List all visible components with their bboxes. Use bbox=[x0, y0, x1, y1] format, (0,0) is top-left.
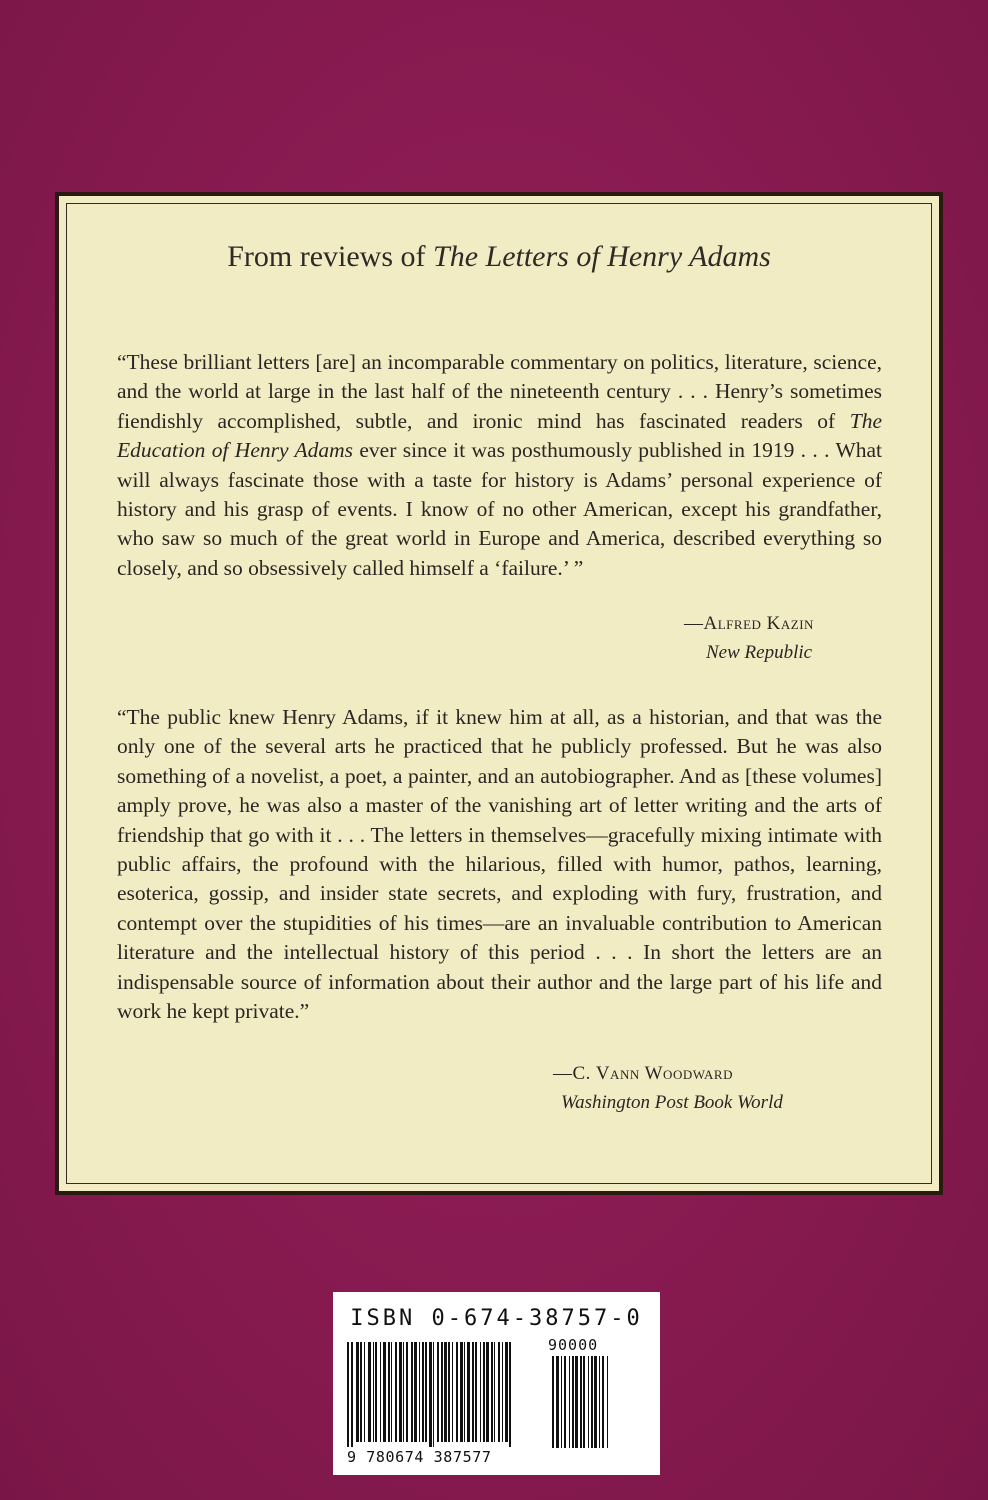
barcode-bar bbox=[425, 1342, 427, 1442]
barcode-bar bbox=[498, 1342, 500, 1442]
barcode-bar bbox=[467, 1342, 470, 1442]
barcode-bar bbox=[575, 1356, 578, 1448]
barcode-bar bbox=[388, 1342, 390, 1442]
barcode-bar bbox=[494, 1342, 495, 1442]
barcode-bar bbox=[475, 1342, 477, 1442]
barcode-bar bbox=[380, 1342, 381, 1442]
barcode-bar bbox=[437, 1342, 439, 1442]
barcode-bar bbox=[491, 1342, 493, 1442]
heading-book-title: The Letters of Henry Adams bbox=[433, 240, 771, 273]
barcode-bar bbox=[383, 1342, 386, 1442]
barcode-bar bbox=[441, 1342, 443, 1442]
barcode-bar bbox=[588, 1356, 589, 1448]
barcode-bar bbox=[505, 1342, 508, 1442]
barcode-bar bbox=[368, 1342, 371, 1442]
barcode-bar bbox=[483, 1342, 485, 1442]
barcode-bar bbox=[486, 1342, 489, 1442]
barcode-bar bbox=[403, 1342, 404, 1442]
barcode-bar bbox=[373, 1342, 374, 1442]
barcode-bar bbox=[414, 1342, 417, 1442]
barcode-bar bbox=[429, 1342, 432, 1447]
barcode-bar bbox=[564, 1356, 566, 1448]
review-publication-2: Washington Post Book World bbox=[561, 1092, 783, 1113]
review-attribution-2 bbox=[553, 1059, 783, 1117]
barcode-bar bbox=[480, 1342, 481, 1442]
isbn-barcode-box bbox=[333, 1292, 660, 1475]
review-quote-1-part-b: ever since it was posthumously published in 1919 . . . What will always fascinate those with a taste for history is Adams’ personal experience of history and his grasp of events. I know of no other American, except his grandfather, who saw so much of the great world in Europe and America, described everything so closely, and so obsessively called himself a ‘failure.’ ” bbox=[117, 438, 882, 580]
barcode-bar bbox=[395, 1342, 397, 1442]
barcode-bar bbox=[433, 1342, 434, 1447]
addon-price-digits: 90000 bbox=[548, 1336, 599, 1354]
barcode-bar bbox=[448, 1342, 450, 1442]
barcode-bar bbox=[351, 1342, 353, 1447]
barcode-bar bbox=[419, 1342, 420, 1442]
addon-barcode bbox=[552, 1356, 644, 1448]
barcode-bar bbox=[460, 1342, 463, 1442]
review-quote-1 bbox=[117, 348, 882, 583]
review-panel bbox=[55, 192, 943, 1195]
isbn-label: ISBN 0-674-38757-0 bbox=[350, 1306, 643, 1331]
barcode-bar bbox=[456, 1342, 458, 1442]
barcode-bar bbox=[360, 1342, 362, 1442]
barcode-bar bbox=[602, 1356, 604, 1448]
barcode-bar bbox=[556, 1356, 559, 1448]
review-attribution-1 bbox=[684, 609, 814, 667]
barcode-bar bbox=[422, 1342, 424, 1442]
barcode-bar bbox=[594, 1356, 597, 1448]
barcode-bar bbox=[444, 1342, 447, 1442]
heading-prefix: From reviews of bbox=[227, 240, 426, 273]
barcode-bar bbox=[509, 1342, 511, 1447]
barcode-bar bbox=[599, 1356, 600, 1448]
barcode-bar bbox=[464, 1342, 465, 1442]
barcode-bar bbox=[391, 1342, 392, 1442]
barcode-bar bbox=[502, 1342, 503, 1442]
review-quote-1-italic-title: The Education of Henry Adams bbox=[117, 408, 882, 463]
barcode-bar bbox=[364, 1342, 365, 1442]
review-author-2: —C. Vann Woodward bbox=[553, 1063, 733, 1084]
barcode-bar bbox=[375, 1342, 377, 1442]
panel-heading bbox=[59, 240, 939, 274]
barcode-bar bbox=[583, 1356, 585, 1448]
review-author-1: —Alfred Kazin bbox=[684, 613, 814, 634]
barcode-bar bbox=[580, 1356, 582, 1448]
barcode-bar bbox=[411, 1342, 413, 1442]
barcode-bar bbox=[406, 1342, 408, 1442]
barcode-bar bbox=[452, 1342, 453, 1442]
review-quote-2: “The public knew Henry Adams, if it knew him at all, as a historian, and that was the only one of the several arts he practiced that he publicly professed. But he was also something of a novelist, a poet, a painter, and an autobiographer. And as [these volumes] amply prove, he was also a master of the vanishing art of letter writing and the arts of friendship that go with it . . . The letters in themselves—gracefully mixing intimate with public affairs, the profound with the hilarious, filled with humor, pathos, learning, esoterica, gossip, and insider state secrets, and exploding with fury, frustration, and contempt over the stupidities of his times—are an invaluable contribution to American literature and the intellectual history of this period . . . In short the letters are an indispensable source of information about their author and the large part of his life and work he kept private.” bbox=[117, 705, 882, 1024]
review-publication-1: New Republic bbox=[706, 642, 813, 663]
barcode-bar bbox=[572, 1356, 574, 1448]
barcode-bar bbox=[561, 1356, 562, 1448]
barcode-bar bbox=[607, 1356, 608, 1448]
barcode-bar bbox=[552, 1356, 554, 1448]
review-quote-1-part-a: “These brilliant letters [are] an incomparable commentary on politics, literature, science, and the world at large in the last half of the nineteenth century . . . Henry’s sometimes fiendishly accomplished, subtle, and ironic mind has fascinated readers of bbox=[117, 350, 882, 433]
barcode-bar bbox=[472, 1342, 474, 1442]
ean-barcode bbox=[347, 1342, 543, 1447]
barcode-bar bbox=[591, 1356, 593, 1448]
barcode-bar bbox=[347, 1342, 349, 1447]
barcode-bar bbox=[356, 1342, 359, 1442]
barcode-bar bbox=[399, 1342, 402, 1442]
barcode-bar bbox=[569, 1356, 570, 1448]
ean-digits: 9 780674 387577 bbox=[347, 1448, 492, 1466]
